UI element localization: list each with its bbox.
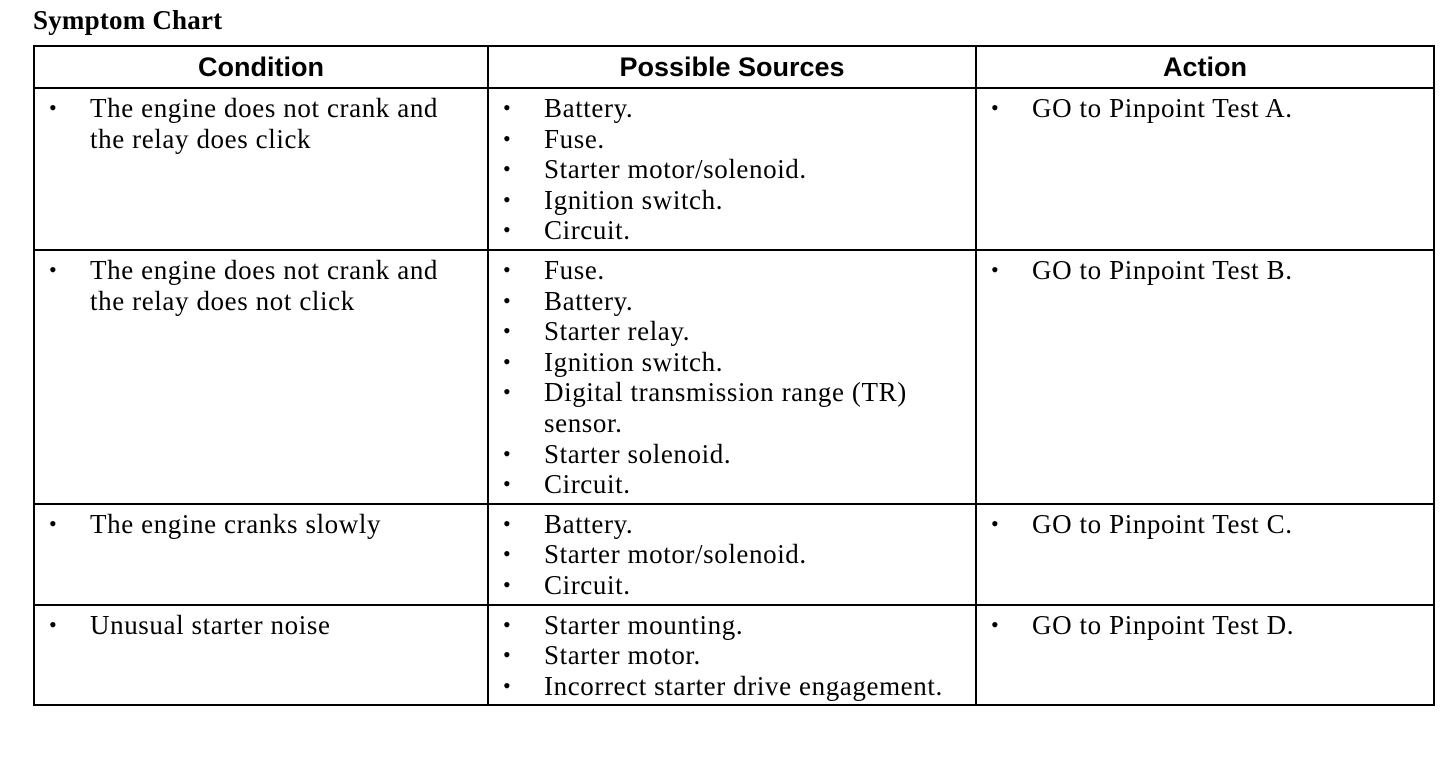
bullet-icon: • xyxy=(991,611,1000,637)
bullet-icon: • xyxy=(503,348,512,374)
table-body xyxy=(34,88,1434,705)
table-row xyxy=(34,88,1434,250)
list-item-text: GO to Pinpoint Test C. xyxy=(1032,508,1293,539)
list-item xyxy=(977,509,1433,540)
list-item-text: Ignition switch. xyxy=(544,346,724,377)
bullet-list xyxy=(489,255,975,500)
list-item xyxy=(489,439,975,470)
bullet-list xyxy=(35,610,487,641)
bullet-icon: • xyxy=(503,379,512,405)
table-header-row xyxy=(34,46,1434,88)
list-item xyxy=(35,93,487,154)
action-cell xyxy=(976,88,1434,250)
bullet-icon: • xyxy=(503,287,512,313)
bullet-list xyxy=(489,93,975,246)
bullet-icon: • xyxy=(49,611,58,637)
bullet-icon: • xyxy=(503,440,512,466)
bullet-list xyxy=(35,93,487,154)
list-item-text: The engine does not crank and the relay does not click xyxy=(90,254,439,316)
bullet-list xyxy=(977,93,1433,124)
bullet-icon: • xyxy=(991,510,1000,536)
list-item-text: Ignition switch. xyxy=(544,184,724,215)
bullet-icon: • xyxy=(49,256,58,282)
list-item xyxy=(489,215,975,246)
list-item-text: Starter relay. xyxy=(544,316,691,347)
list-item xyxy=(489,640,975,671)
bullet-icon: • xyxy=(991,95,1000,120)
list-item-text: Starter mounting. xyxy=(544,609,744,640)
list-item xyxy=(489,286,975,317)
list-item xyxy=(489,316,975,347)
bullet-icon: • xyxy=(503,672,512,698)
bullet-icon: • xyxy=(503,186,512,212)
list-item xyxy=(489,154,975,185)
list-item xyxy=(977,93,1433,124)
bullet-icon: • xyxy=(503,125,512,151)
list-item xyxy=(489,124,975,155)
list-item xyxy=(489,509,975,540)
bullet-list xyxy=(35,255,487,316)
bullet-list xyxy=(489,509,975,601)
bullet-icon: • xyxy=(503,642,512,668)
action-cell xyxy=(976,250,1434,504)
page-title: Symptom Chart xyxy=(33,5,223,35)
list-item-text: Starter solenoid. xyxy=(544,438,732,469)
list-item xyxy=(489,93,975,124)
bullet-list xyxy=(977,509,1433,540)
possible-sources-cell xyxy=(488,504,976,605)
action-cell xyxy=(976,605,1434,706)
bullet-icon: • xyxy=(503,318,512,344)
table-row xyxy=(34,250,1434,504)
list-item xyxy=(489,255,975,286)
bullet-icon: • xyxy=(503,541,512,567)
bullet-icon: • xyxy=(503,571,512,597)
bullet-icon: • xyxy=(503,256,512,282)
possible-sources-cell xyxy=(488,605,976,706)
list-item-text: The engine does not crank and the relay does click xyxy=(90,93,439,154)
list-item xyxy=(489,610,975,641)
action-cell xyxy=(976,504,1434,605)
list-item xyxy=(489,539,975,570)
bullet-icon: • xyxy=(49,510,58,536)
list-item-text: Digital transmission range (TR) sensor. xyxy=(544,377,907,438)
bullet-icon: • xyxy=(503,510,512,536)
bullet-list xyxy=(977,610,1433,641)
list-item-text: Fuse. xyxy=(544,123,605,154)
bullet-icon: • xyxy=(991,256,1000,282)
possible-sources-cell xyxy=(488,250,976,504)
list-item xyxy=(35,610,487,641)
list-item-text: Circuit. xyxy=(544,215,631,246)
possible-sources-cell xyxy=(488,88,976,250)
column-header-action: Action xyxy=(976,46,1434,88)
bullet-icon: • xyxy=(503,217,512,243)
bullet-icon: • xyxy=(49,95,58,120)
list-item-text: GO to Pinpoint Test A. xyxy=(1032,93,1293,123)
bullet-list xyxy=(35,509,487,540)
list-item-text: Incorrect starter drive engagement. xyxy=(544,670,943,701)
bullet-icon: • xyxy=(503,611,512,637)
list-item xyxy=(977,610,1433,641)
list-item xyxy=(489,570,975,601)
column-header-condition: Condition xyxy=(34,46,488,88)
condition-cell xyxy=(34,605,488,706)
list-item xyxy=(35,509,487,540)
list-item-text: GO to Pinpoint Test D. xyxy=(1032,609,1295,640)
list-item xyxy=(977,255,1433,286)
list-item xyxy=(489,347,975,378)
bullet-icon: • xyxy=(503,95,512,120)
list-item xyxy=(489,671,975,702)
bullet-list xyxy=(977,255,1433,286)
list-item-text: Fuse. xyxy=(544,254,605,285)
list-item xyxy=(35,255,487,316)
list-item-text: Battery. xyxy=(544,508,634,539)
condition-cell xyxy=(34,88,488,250)
list-item-text: Unusual starter noise xyxy=(90,609,331,640)
list-item xyxy=(489,185,975,216)
bullet-icon: • xyxy=(503,156,512,182)
list-item-text: GO to Pinpoint Test B. xyxy=(1032,254,1293,285)
condition-cell xyxy=(34,250,488,504)
list-item-text: Starter motor/solenoid. xyxy=(544,154,807,185)
bullet-icon: • xyxy=(503,471,512,497)
column-header-possible-sources: Possible Sources xyxy=(488,46,976,88)
list-item xyxy=(489,377,975,438)
table-row xyxy=(34,605,1434,706)
list-item-text: Circuit. xyxy=(544,469,631,500)
condition-cell xyxy=(34,504,488,605)
list-item-text: Battery. xyxy=(544,93,634,123)
bullet-list xyxy=(489,610,975,702)
list-item-text: Circuit. xyxy=(544,569,631,600)
list-item-text: Starter motor/solenoid. xyxy=(544,539,807,570)
table-row xyxy=(34,504,1434,605)
list-item xyxy=(489,469,975,500)
list-item-text: Battery. xyxy=(544,285,634,316)
symptom-table xyxy=(33,45,1435,706)
list-item-text: Starter motor. xyxy=(544,640,701,671)
list-item-text: The engine cranks slowly xyxy=(90,508,382,539)
